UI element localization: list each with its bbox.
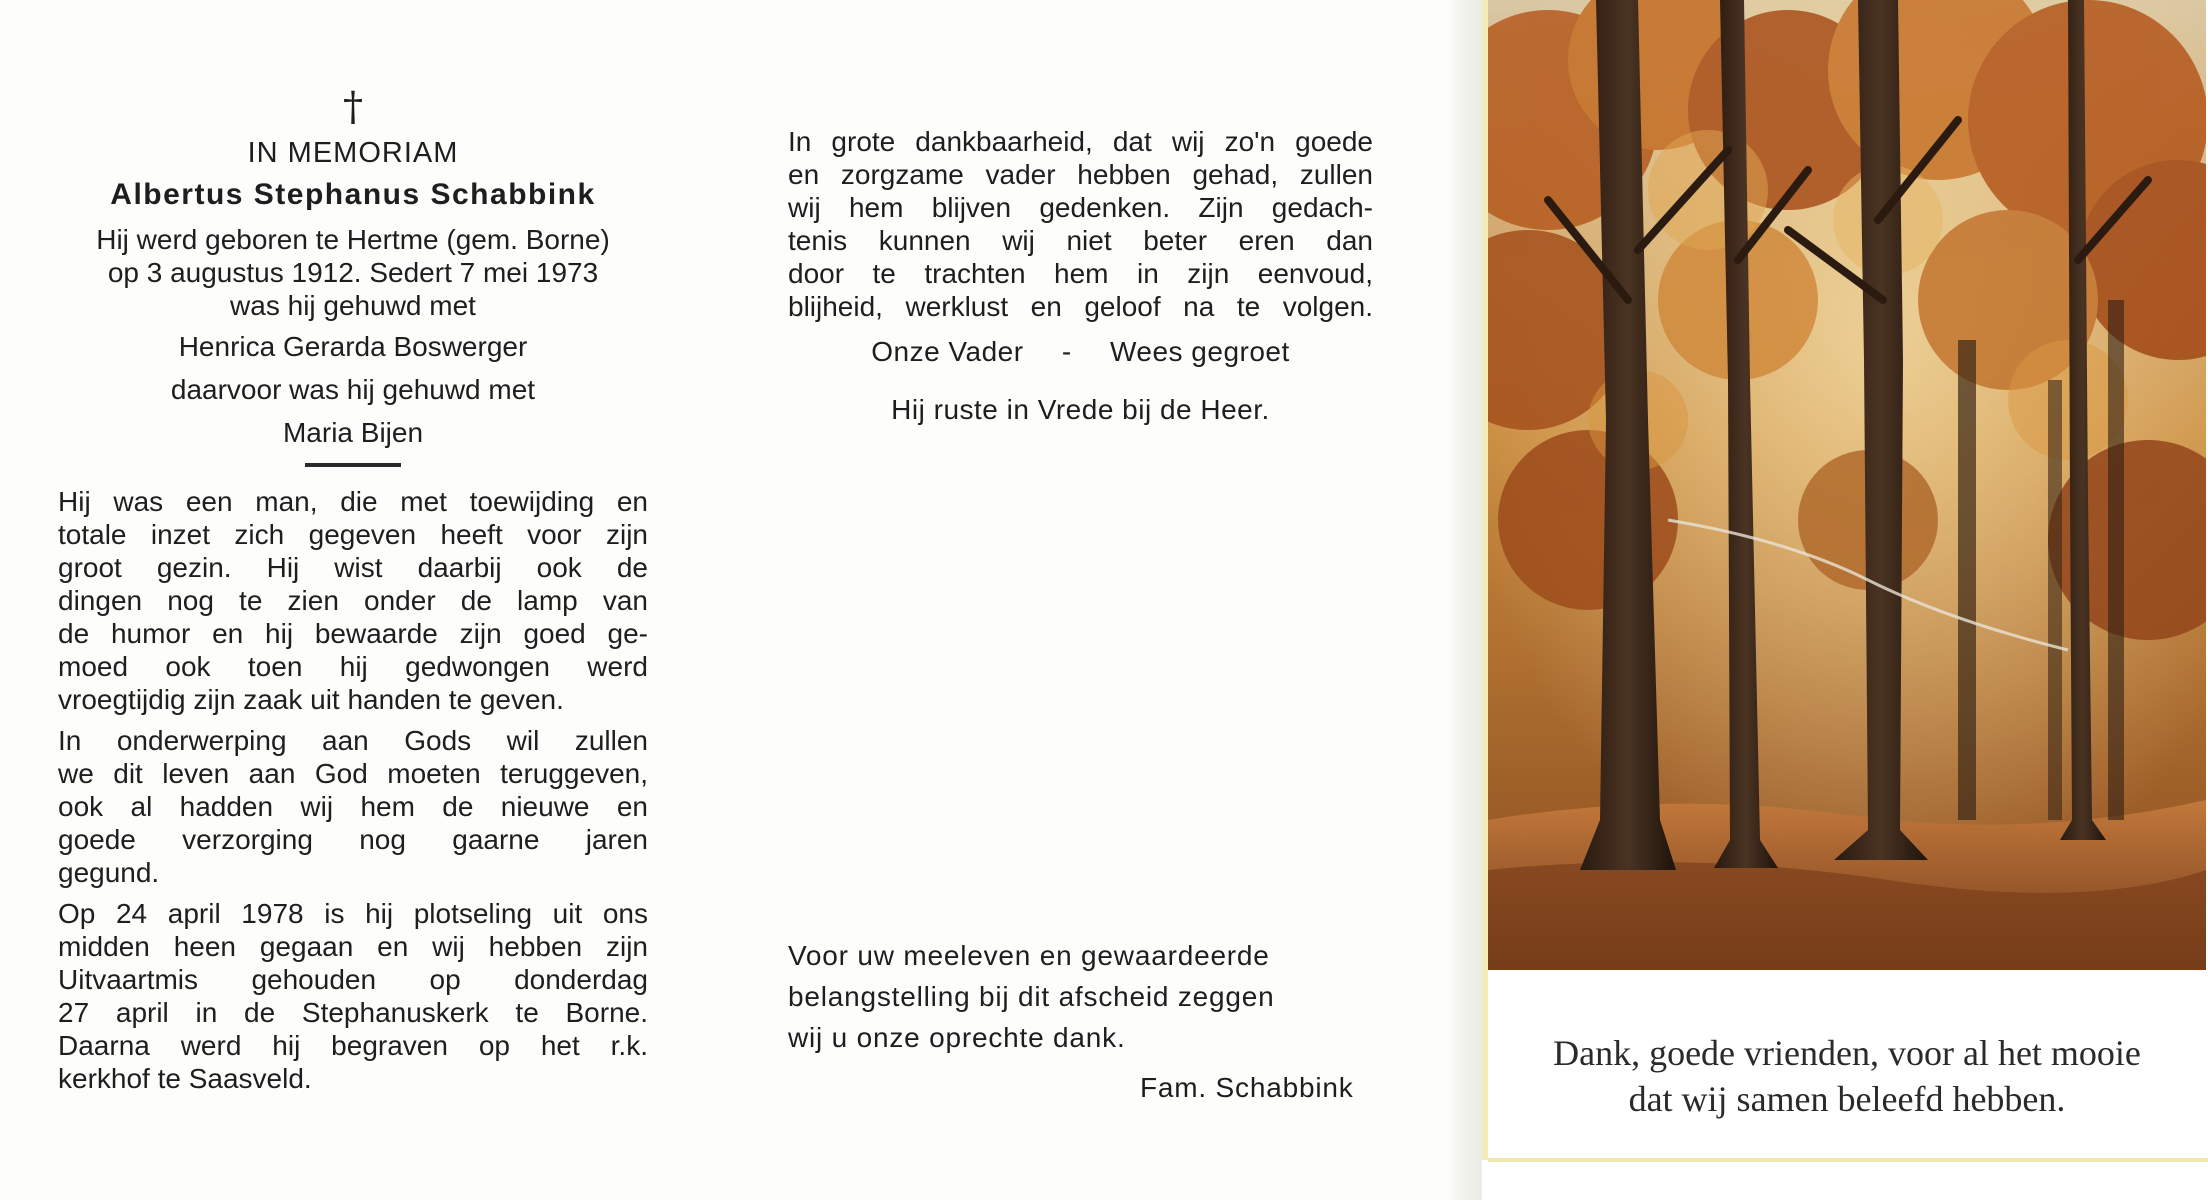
text-line: tenis kunnen wij niet beter eren dan [788, 225, 1373, 256]
first-spouse-name: Maria Bijen [282, 417, 424, 448]
memoriam-heading: IN MEMORIAM [247, 137, 459, 169]
text-line: blijheid, werklust en geloof na te volgen. [788, 291, 1373, 322]
birth-line: Hij werd geboren te Hertme (gem. Borne) [96, 224, 610, 255]
text-line: Daarna werd hij begraven op het r.k. [58, 1030, 648, 1061]
birth-line: op 3 augustus 1912. Sedert 7 mei 1973 [107, 257, 599, 288]
text-line: ook al hadden wij hem de nieuwe en [58, 791, 648, 822]
text-line: kerkhof te Saasveld. [58, 1063, 312, 1094]
right-panel [1482, 0, 2208, 1200]
funeral-paragraph [58, 897, 648, 1095]
text-line: wij hem blijven gedenken. Zijn gedach- [788, 192, 1373, 223]
previous-marriage-line: daarvoor was hij gehuwd met [170, 374, 536, 405]
family-signature: Fam. Schabbink [1140, 1072, 1354, 1103]
photo-bottom-border [1488, 1158, 2208, 1162]
prayer-separator: - [1061, 336, 1072, 367]
thanks-paragraph [788, 935, 1348, 1058]
rest-in-peace-line: Hij ruste in Vrede bij de Heer. [891, 394, 1270, 425]
left-panel [58, 85, 648, 1103]
text-line: door te trachten hem in zijn eenvoud, [788, 258, 1373, 289]
spouse-name: Henrica Gerarda Boswerger [178, 331, 528, 362]
prayer-our-father: Onze Vader [871, 336, 1024, 367]
text-line: In grote dankbaarheid, dat wij zo'n goede [788, 126, 1373, 157]
text-line: gegund. [58, 857, 160, 888]
text-line: goede verzorging nog gaarne jaren [58, 824, 648, 855]
card-fold [1446, 0, 1482, 1200]
text-line: totale inzet zich gegeven heeft voor zijn [58, 519, 648, 550]
text-line: Hij was een man, die met toewijding en [58, 486, 648, 517]
text-line: groot gezin. Hij wist daarbij ook de [58, 552, 648, 583]
text-line: Uitvaartmis gehouden op donderdag [58, 964, 648, 995]
text-line: Voor uw meeleven en gewaardeerde [788, 940, 1270, 971]
birth-line: was hij gehuwd met [230, 290, 476, 321]
divider-rule [305, 463, 401, 467]
cross-symbol: † [343, 84, 363, 130]
caption-line: Dank, goede vrienden, voor al het mooie [1553, 1033, 2141, 1073]
birth-details [58, 223, 648, 322]
text-line: de humor en hij bewaarde zijn goed ge- [58, 618, 648, 649]
prayers-line [788, 336, 1373, 368]
text-line: In onderwerping aan Gods wil zullen [58, 725, 648, 756]
biography-paragraph [58, 485, 648, 716]
text-line: Op 24 april 1978 is hij plotseling uit ons [58, 898, 648, 929]
gratitude-paragraph [788, 125, 1373, 323]
thanks-caption [1488, 1030, 2206, 1122]
deceased-name: Albertus Stephanus Schabbink [110, 178, 596, 211]
faith-paragraph [58, 724, 648, 889]
forest-illustration [1488, 0, 2206, 970]
text-line: moed ook toen hij gedwongen werd [58, 651, 648, 682]
text-line: dingen nog te zien onder de lamp van [58, 585, 648, 616]
caption-line: dat wij samen beleefd hebben. [1628, 1079, 2066, 1119]
text-line: belangstelling bij dit afscheid zeggen [788, 981, 1275, 1012]
text-line: we dit leven aan God moeten teruggeven, [58, 758, 648, 789]
text-line: wij u onze oprechte dank. [788, 1022, 1126, 1053]
text-line: en zorgzame vader hebben gehad, zullen [788, 159, 1373, 190]
prayer-hail-mary: Wees gegroet [1109, 336, 1290, 367]
text-line: 27 april in de Stephanuskerk te Borne. [58, 997, 648, 1028]
text-line: midden heen gegaan en wij hebben zijn [58, 931, 648, 962]
text-line: vroegtijdig zijn zaak uit handen te geven. [58, 684, 564, 715]
autumn-forest-photo [1488, 0, 2206, 970]
